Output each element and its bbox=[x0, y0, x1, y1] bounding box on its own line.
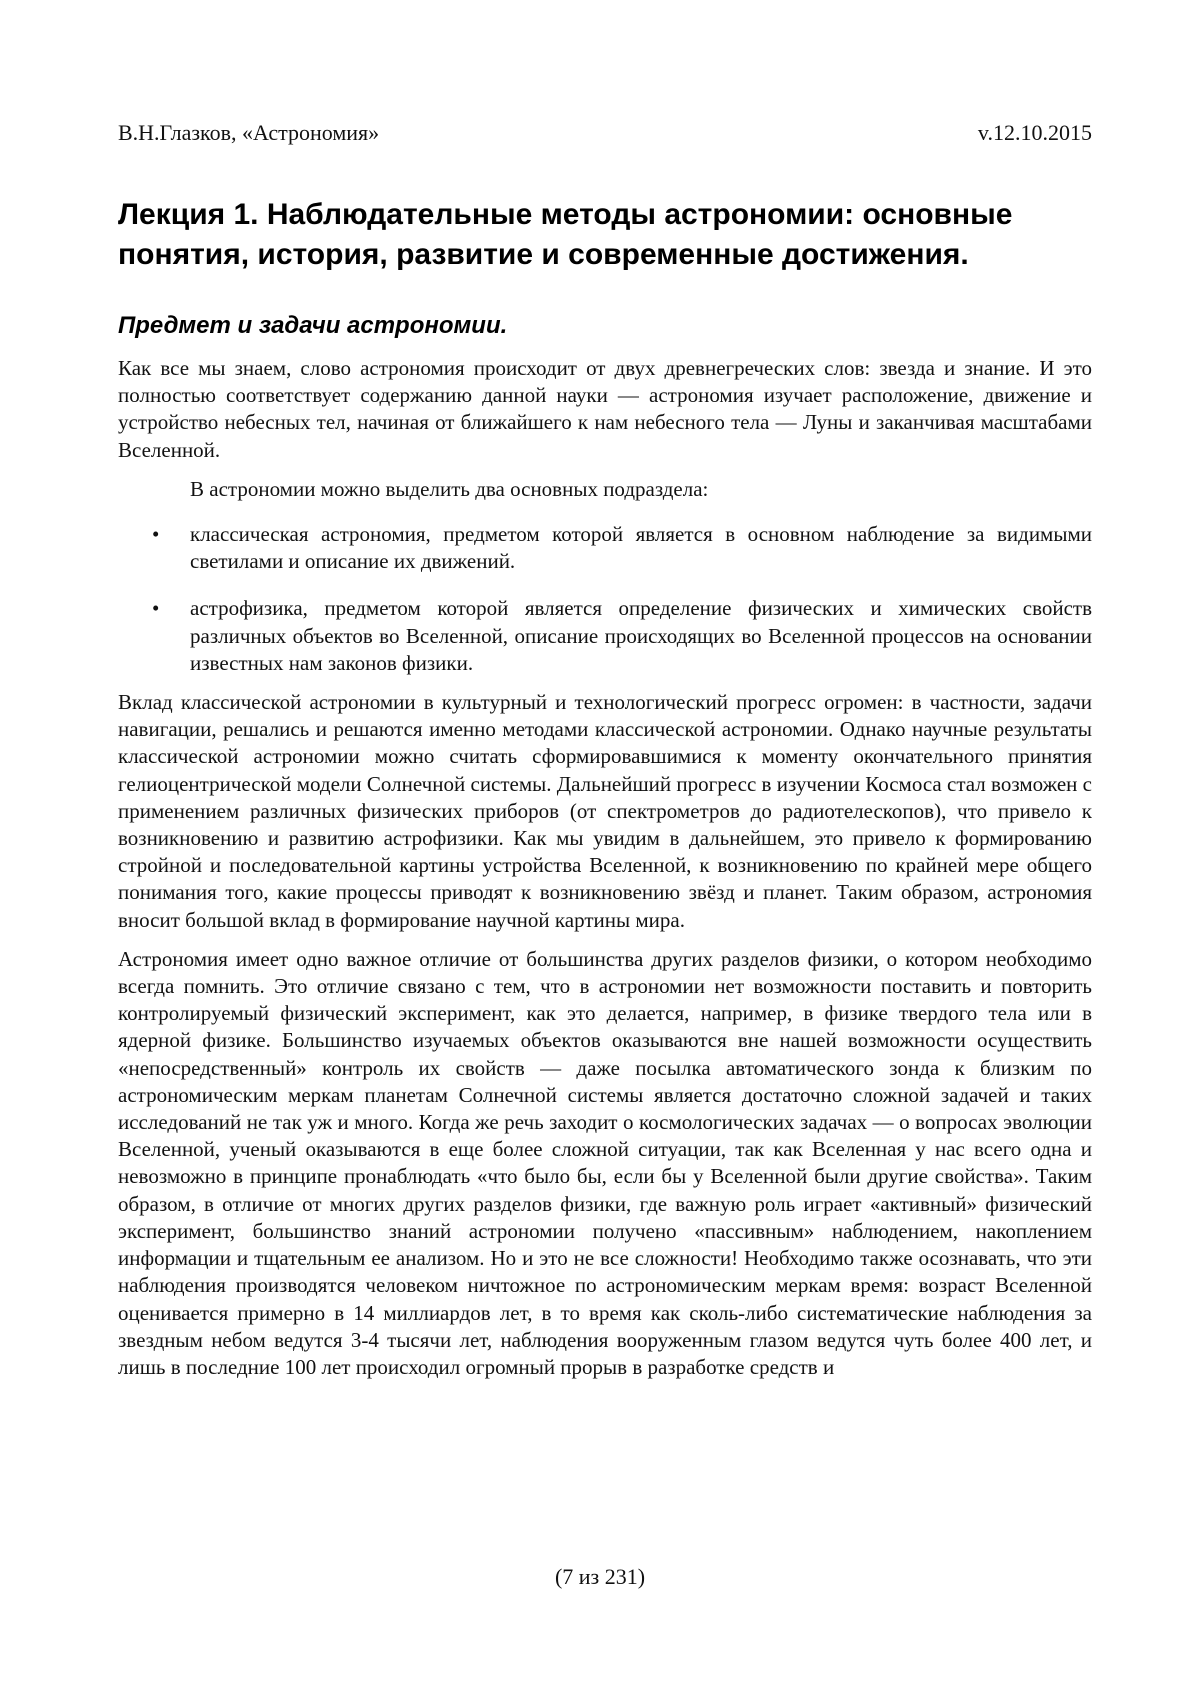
header-version: v.12.10.2015 bbox=[977, 120, 1092, 145]
bullet-icon: • bbox=[152, 522, 160, 547]
list-item bbox=[118, 521, 1092, 575]
lecture-title: Лекция 1. Наблюдательные методы астрономии: основные понятия, история, развитие и современные достижения. bbox=[118, 198, 1013, 271]
running-header bbox=[118, 116, 1092, 150]
list-item-text: классическая астрономия, предметом которой является в основном наблюдение за видимыми светилами и описание их движений. bbox=[190, 522, 1092, 574]
paragraph-intro: Как все мы знаем, слово астрономия происходит от двух древнегреческих слов: звезда и знание. И это полностью соответствует содержанию данной науки — астрономия изучает расположение, движение и устройство небесных тел, начиная от ближайшего к нам небесного тела — Луны и заканчивая масштабами Вселенной. bbox=[118, 356, 1092, 462]
list-item bbox=[118, 595, 1092, 677]
paragraph-classical-contribution: Вклад классической астрономии в культурный и технологический прогресс огромен: в частности, задачи навигации, решались и решаются именно методами классической астрономии. Однако научные результаты классической астрономии можно считать сформировавшимися к моменту окончательного принятия гелиоцентрической модели Солнечной системы. Дальнейший прогресс в изучении Космоса стал возможен с применением различных физических приборов (от спектрометров до радиотелескопов), что привело к возникновению и развитию астрофизики. Как мы увидим в дальнейшем, это привело к формированию стройной и последовательной картины устройства Вселенной, к возникновению по крайней мере общего понимания того, какие процессы приводят к возникновению звёзд и планет. Таким образом, астрономия вносит большой вклад в формирование научной картины мира. bbox=[118, 690, 1092, 932]
section-heading: Предмет и задачи астрономии. bbox=[118, 312, 508, 339]
paragraph-astronomy-distinction: Астрономия имеет одно важное отличие от большинства других разделов физики, о котором необходимо всегда помнить. Это отличие связано с тем, что в астрономии нет возможности поставить и повторить контролируемый физический эксперимент, как это делается, например, в физике твердого тела или в ядерной физике. Большинство изучаемых объектов оказываются вне нашей возможности осуществить «непосредственный» контроль их свойств — даже посылка автоматического зонда к близким по астрономическим меркам планетам Солнечной системы является достаточно сложной задачей и таких исследований не так уж и много. Когда же речь заходит о космологических задачах — о вопросах эволюции Вселенной, ученый оказываются в еще более сложной ситуации, так как Вселенная у нас всего одна и невозможно в принципе пронаблюдать «что было бы, если бы у Вселенной были другие свойства». Таким образом, в отличие от многих других разделов физики, где важную роль играет «активный» физический эксперимент, большинство знаний астрономии получено «пассивным» наблюдением, накоплением информации и тщательным ее анализом. Но и это не все сложности! Необходимо также осознавать, что эти наблюдения производятся человеком ничтожное по астрономическим меркам время: возраст Вселенной оценивается примерно в 14 миллиардов лет, в то время как сколь-либо систематические наблюдения за звездным небом ведутся 3-4 тысячи лет, наблюдения вооруженным глазом ведутся чуть более 400 лет, и лишь в последние 100 лет происходил огромный прорыв в разработке средств и bbox=[118, 946, 1092, 1379]
subfield-list bbox=[118, 521, 1092, 677]
page-number: (7 из 231) bbox=[554, 1564, 646, 1589]
list-item-text: астрофизика, предметом которой является определение физических и химических свойств различных объектов во Вселенной, описание происходящих во Вселенной процессов на основании известных нам законов физики. bbox=[190, 596, 1092, 675]
paragraph-list-lead: В астрономии можно выделить два основных подраздела: bbox=[190, 476, 709, 501]
bullet-icon: • bbox=[152, 596, 160, 621]
header-author-title: В.Н.Глазков, «Астрономия» bbox=[118, 120, 380, 145]
section-body bbox=[118, 355, 1092, 1381]
